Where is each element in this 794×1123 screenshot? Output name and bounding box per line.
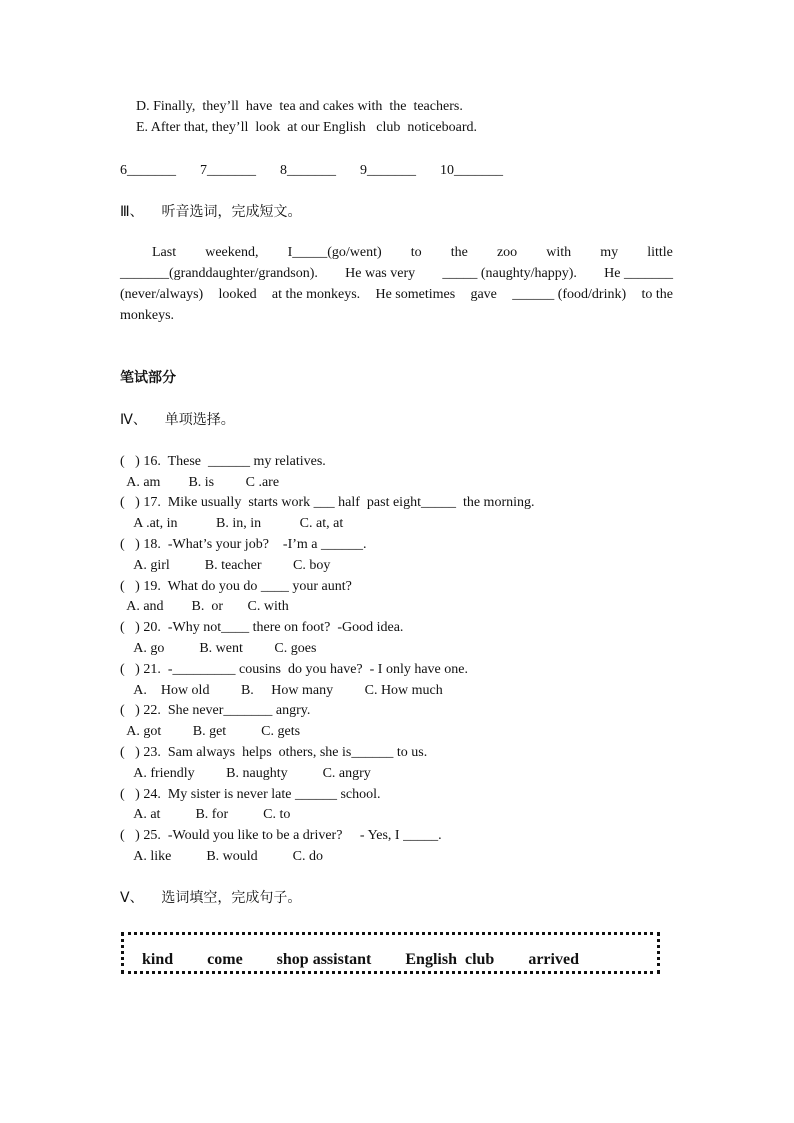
options-18[interactable]: A. girl B. teacher C. boy bbox=[120, 558, 331, 573]
passage-word: gave bbox=[470, 287, 497, 302]
options-20[interactable]: A. go B. went C. goes bbox=[120, 641, 317, 656]
word-bank-item: English club bbox=[405, 951, 495, 968]
passage-word: weekend, bbox=[205, 245, 259, 260]
passage-word: with bbox=[546, 245, 572, 260]
passage-word: at the monkeys. bbox=[271, 287, 361, 302]
passage-blank[interactable]: I_____(go/went) bbox=[287, 245, 382, 260]
passage-word: looked bbox=[218, 287, 257, 302]
passage-word: (never/always) bbox=[120, 287, 204, 302]
passage-word: my bbox=[600, 245, 619, 260]
passage-line-1 bbox=[152, 244, 673, 262]
passage-blank[interactable]: _______(granddaughter/grandson). bbox=[120, 266, 318, 281]
word-bank-item: kind bbox=[142, 951, 174, 968]
question-24: ( ) 24. My sister is never late ______ school. bbox=[120, 787, 381, 802]
options-23[interactable]: A. friendly B. naughty C. angry bbox=[120, 766, 371, 781]
option-e: E. After that, they’ll look at our English club noticeboard. bbox=[136, 120, 477, 135]
options-25[interactable]: A. like B. would C. do bbox=[120, 849, 324, 864]
word-bank bbox=[142, 951, 613, 969]
options-16[interactable]: A. am B. is C .are bbox=[120, 475, 280, 490]
options-19[interactable]: A. and B. or C. with bbox=[120, 599, 289, 614]
passage-word: He was very bbox=[345, 266, 416, 281]
answer-blank[interactable]: 8_______ bbox=[280, 163, 336, 178]
passage-word: to bbox=[410, 245, 422, 260]
passage-word: to the bbox=[641, 287, 673, 302]
written-part-title: 笔试部分 bbox=[120, 370, 176, 386]
options-17[interactable]: A .at, in B. in, in C. at, at bbox=[120, 516, 344, 531]
word-bank-box bbox=[121, 932, 660, 974]
question-17: ( ) 17. Mike usually starts work ___ half past eight_____ the morning. bbox=[120, 495, 535, 510]
section-3-title: Ⅲ、 听音选词，完成短文。 bbox=[120, 204, 302, 220]
question-20: ( ) 20. -Why not____ there on foot? -Good idea. bbox=[120, 620, 404, 635]
question-19: ( ) 19. What do you do ____ your aunt? bbox=[120, 579, 352, 594]
question-22: ( ) 22. She never_______ angry. bbox=[120, 703, 311, 718]
passage-word: little bbox=[647, 245, 673, 260]
answer-blank[interactable]: 9_______ bbox=[360, 163, 416, 178]
passage-line-2 bbox=[120, 265, 673, 283]
word-bank-item: shop assistant bbox=[276, 951, 372, 968]
section-5-title: Ⅴ、 选词填空，完成句子。 bbox=[120, 890, 302, 906]
answer-blank[interactable]: 6_______ bbox=[120, 163, 176, 178]
answer-blank[interactable]: 7_______ bbox=[200, 163, 256, 178]
passage-line-4: monkeys. bbox=[120, 308, 175, 323]
section-4-title: Ⅳ、 单项选择。 bbox=[120, 412, 235, 428]
question-18: ( ) 18. -What’s your job? -I’m a ______. bbox=[120, 537, 367, 552]
options-22[interactable]: A. got B. get C. gets bbox=[120, 724, 301, 739]
options-24[interactable]: A. at B. for C. to bbox=[120, 807, 291, 822]
word-bank-item: come bbox=[207, 951, 243, 968]
passage-line-3 bbox=[120, 286, 673, 304]
word-bank-item: arrived bbox=[528, 951, 579, 968]
question-25: ( ) 25. -Would you like to be a driver? - Yes, I _____. bbox=[120, 828, 442, 843]
passage-word: He sometimes bbox=[375, 287, 456, 302]
option-d: D. Finally, they’ll have tea and cakes with the teachers. bbox=[136, 99, 463, 114]
question-16: ( ) 16. These ______ my relatives. bbox=[120, 454, 326, 469]
passage-word: Last bbox=[152, 245, 177, 260]
answer-blanks-row bbox=[120, 162, 503, 180]
passage-word: the bbox=[450, 245, 468, 260]
passage-blank[interactable]: _____ (naughty/happy). bbox=[442, 266, 577, 281]
passage-word: zoo bbox=[496, 245, 518, 260]
passage-blank[interactable]: ______ (food/drink) bbox=[512, 287, 627, 302]
answer-blank[interactable]: 10_______ bbox=[440, 163, 503, 178]
question-21: ( ) 21. -_________ cousins do you have? - I only have one. bbox=[120, 662, 468, 677]
options-21[interactable]: A. How old B. How many C. How much bbox=[120, 683, 443, 698]
passage-blank[interactable]: He _______ bbox=[604, 266, 673, 281]
question-23: ( ) 23. Sam always helps others, she is______ to us. bbox=[120, 745, 428, 760]
